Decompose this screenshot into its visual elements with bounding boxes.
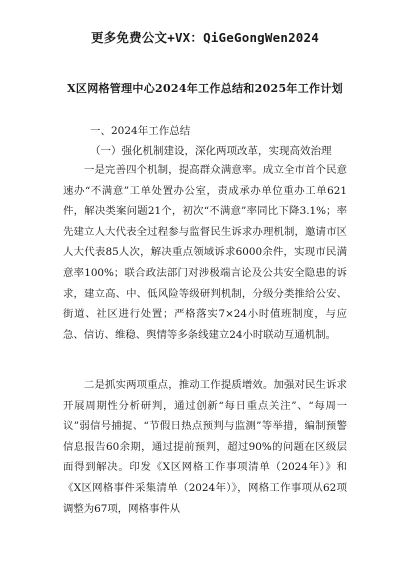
body-paragraph-2: 二是抓实两项重点，推动工作提质增效。加强对民生诉求开展周期性分析研判，通过创新“每日重点关注”、“每周一议”弱信号捕捉、“节假日热点预判与监测”等举措，编制预警信息报告60余期，通过提前预判，超过90%的问题在区级层面得到解决。印发《X区网格工作事项清单（2024年）》和《X区网格事件采集清单（2024年）》，网格工作事项从62项调整为67项，网格事件从: [63, 379, 347, 515]
subsection-heading: （一）强化机制建设，深化两项改革，实现高效治理: [90, 145, 332, 157]
watermark-header: 更多免费公文+VX：QiGeGongWen2024: [91, 30, 319, 45]
body-paragraph-1: 一是完善四个机制，提高群众满意率。成立全市首个民意速办“不满意”工单处置办公室，责成承办单位重办工单621件，解决类案问题21个，初次“不满意”率同比下降3.1%；率先建立人大代表全过程参与监督民生诉求办理机制，邀请市区人大代表85人次，解决重点领域诉求6000余件，实现市民满意率100%；联合政法部门对涉极端言论及公共安全隐患的诉求，建立高、中、低风险等级研判机制，分级分类推给公安、街道、社区进行处置；严格落实7×24小时值班制度，与应急、信访、维稳、舆情等多条线建立24小时联动互通机制。: [63, 164, 347, 341]
document-title: X区网格管理中心2024年工作总结和2025年工作计划: [67, 82, 343, 95]
section-heading: 一、2024年工作总结: [90, 125, 191, 137]
